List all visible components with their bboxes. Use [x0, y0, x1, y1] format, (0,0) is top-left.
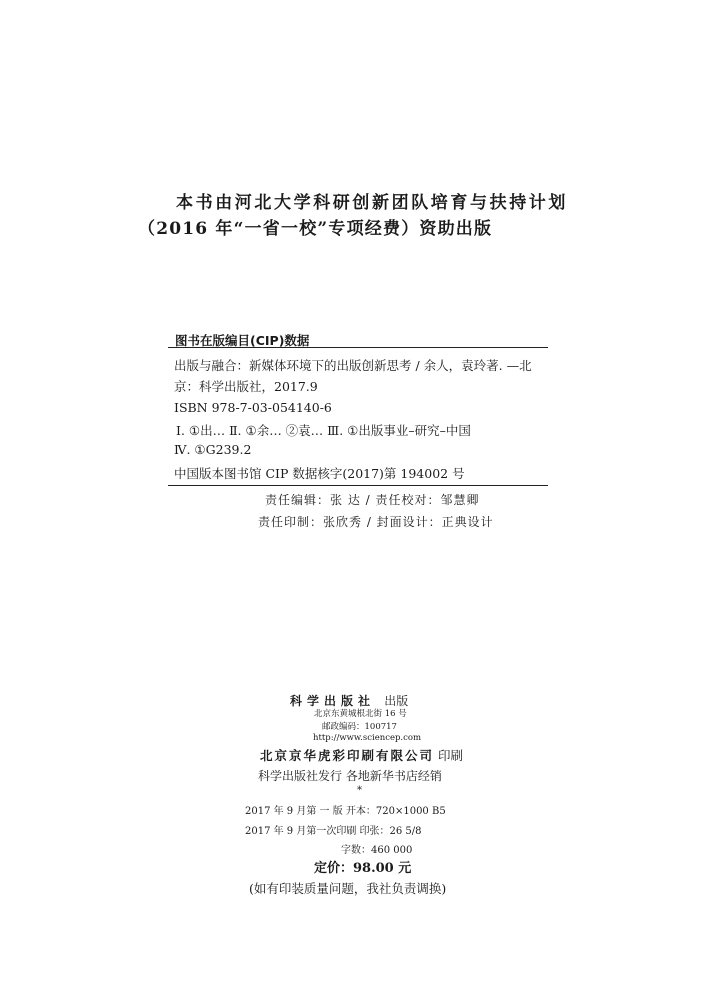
cip-data-box — [168, 347, 548, 486]
separator-star: * — [357, 785, 362, 796]
distribution-line: 科学出版社发行 各地新华书店经销 — [258, 769, 442, 783]
funding-statement-line2: （2016 年“一省一校”专项经费）资助出版 — [138, 219, 493, 239]
printer-suffix: 印刷 — [438, 748, 464, 763]
word-count: 字数：460 000 — [341, 845, 413, 856]
cip-publisher-line: 京：科学出版社，2017.9 — [174, 379, 318, 394]
cip-heading: 图书在版编目(CIP)数据 — [175, 333, 310, 348]
publisher-address: 北京东黄城根北街 16 号 — [314, 709, 407, 719]
cip-isbn: ISBN 978-7-03-054140-6 — [174, 400, 332, 415]
printer-name: 北京京华虎彩印刷有限公司 — [260, 748, 435, 763]
quality-note: (如有印装质量问题，我社负责调换) — [249, 881, 447, 896]
production-credits: 责任印制：张欣秀 / 封面设计：正典设计 — [258, 515, 494, 529]
editor-credits: 责任编辑：张 达 / 责任校对：邹慧卿 — [265, 493, 480, 507]
edition-info: 2017 年 9 月第 一 版 开本：720×1000 B5 — [245, 806, 446, 817]
cip-classification-2: Ⅳ. ①G239.2 — [174, 442, 252, 457]
publisher-postcode: 邮政编码：100717 — [322, 722, 397, 732]
publisher-website: http://www.sciencep.com — [313, 733, 422, 743]
price: 定价：98.00 元 — [314, 861, 412, 876]
cip-cataloging-number: 中国版本图书馆 CIP 数据核字(2017)第 194002 号 — [174, 466, 465, 481]
printer-line — [260, 746, 463, 764]
cip-classification-1: Ⅰ. ①出… Ⅱ. ①余… ②袁… Ⅲ. ①出版事业–研究–中国 — [176, 423, 471, 438]
cip-title-line: 出版与融合：新媒体环境下的出版创新思考 / 余人，袁玲著. —北 — [174, 358, 532, 373]
publisher-logo-text: 科学出版社 — [290, 694, 376, 708]
publisher-suffix: 出版 — [384, 694, 409, 708]
printing-info: 2017 年 9 月第一次印刷 印张：26 5/8 — [245, 826, 422, 837]
funding-statement-line1: 本书由河北大学科研创新团队培育与扶持计划 — [176, 193, 568, 213]
